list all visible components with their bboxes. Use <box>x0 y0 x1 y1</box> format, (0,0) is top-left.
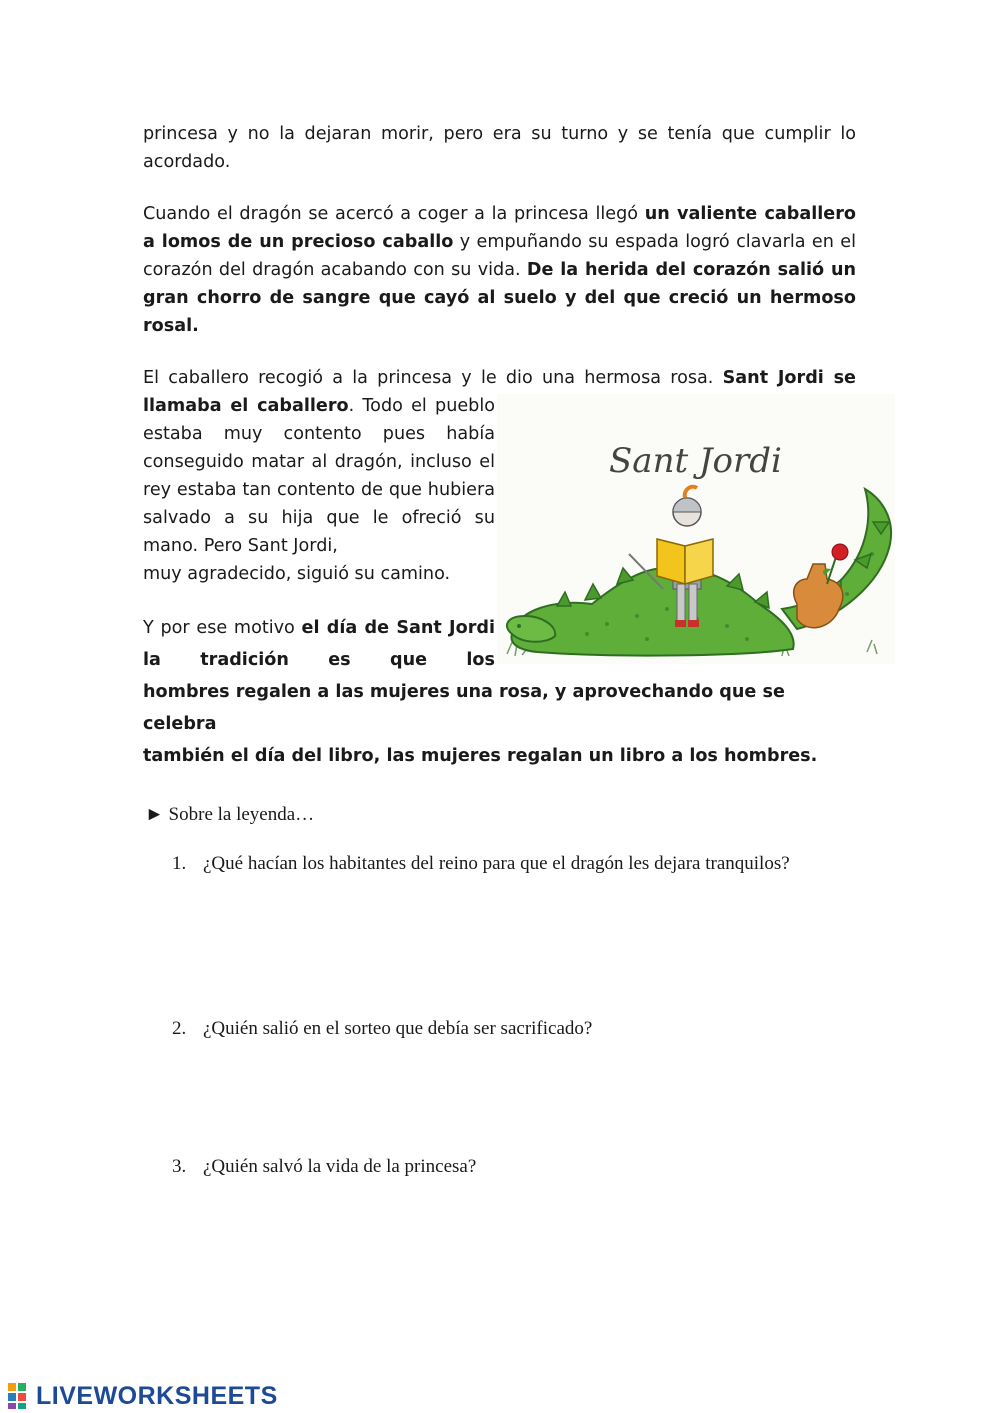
story-paragraph-3-continuation: llamaba el caballero. Todo el pueblo estaba muy contento pues había conseguido matar al dragón, incluso el rey estaba tan contento de que hubiera salvado a su hija que le ofreció su mano. Pero Sant Jordi, muy agradecido, siguió su camino. <box>143 396 496 584</box>
liveworksheets-logo[interactable] <box>8 1381 278 1411</box>
question-3: 3. ¿Quién salvó la vida de la princesa? <box>172 1156 477 1177</box>
question-2: 2. ¿Quién salió en el sorteo que debía ser sacrificado? <box>172 1018 593 1039</box>
bold-knight-text: un valiente caballero a lomos de un precioso caballo <box>143 204 856 252</box>
story-paragraph-1: princesa y no la dejaran morir, pero era su turno y se tenía que cumplir lo acordado. <box>143 124 856 172</box>
sant-jordi-illustration <box>497 394 895 664</box>
story-paragraph-4-end: hombres regalen a las mujeres una rosa, y aprovechando que se celebra también el día del libro, las mujeres regalan un libro a los hombres. <box>143 682 818 766</box>
brand-name: LIVEWORKSHEETS <box>36 1381 278 1410</box>
illustration-title: Sant Jordi <box>609 441 782 481</box>
story-paragraph-4-start: Y por ese motivo el día de Sant Jordi la tradición es que los <box>143 618 495 670</box>
question-1: 1. ¿Qué hacían los habitantes del reino para que el dragón les dejara tranquilos? <box>172 853 790 874</box>
bold-rose-text: De la herida del corazón salió un gran chorro de sangre que cayó al suelo y del que creció un hermoso rosal. <box>143 260 856 336</box>
liveworksheets-blocks-icon <box>8 1383 36 1409</box>
questions-heading: ► Sobre la leyenda… <box>145 804 315 825</box>
story-paragraph-3-first-line: El caballero recogió a la princesa y le dio una hermosa rosa. Sant Jordi se <box>143 368 856 388</box>
story-paragraph-2: Cuando el dragón se acercó a coger a la princesa llegó un valiente caballero a lomos de un precioso caballo y empuñando su espada logró clavarla en el corazón del dragón acabando con su vida. De la herida del corazón salió un gran chorro de sangre que cayó al suelo y del que creció un hermoso rosal. <box>143 204 856 336</box>
dragon-reading-drawing <box>497 394 895 664</box>
